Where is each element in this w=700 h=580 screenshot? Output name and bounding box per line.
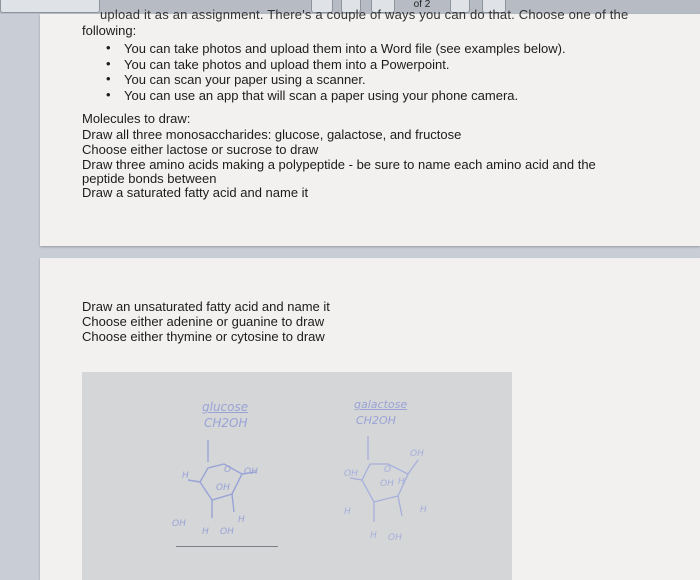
svg-text:O: O	[384, 465, 392, 475]
instruction-line: Draw an unsaturated fatty acid and name it	[82, 299, 330, 314]
svg-text:H: H	[202, 527, 209, 537]
document-page-1	[40, 7, 700, 246]
glucose-label: glucose	[202, 400, 249, 414]
svg-text:H: H	[182, 471, 189, 481]
svg-text:OH: OH	[220, 527, 234, 537]
bullet-icon: •	[106, 40, 111, 55]
galactose-ch2oh-label: CH2OH	[356, 414, 396, 427]
glucose-structure-drawing	[172, 434, 282, 544]
cut-off-line: upload it as an assignment. There's a couple of ways you can do that. Choose one of the	[100, 7, 629, 22]
read-aloud-button[interactable]	[0, 0, 100, 13]
instruction-line: Draw all three monosaccharides: glucose, galactose, and fructose	[82, 127, 462, 142]
underline-divider	[176, 546, 278, 547]
bullet-icon: •	[106, 71, 111, 86]
instruction-line: Draw a saturated fatty acid and name it	[82, 185, 309, 200]
svg-text:OH: OH	[344, 469, 358, 479]
example-photo	[82, 372, 512, 580]
svg-text:OH: OH	[380, 479, 394, 489]
bullet-icon: •	[106, 56, 111, 71]
bullet-text: You can take photos and upload them into a Powerpoint.	[124, 57, 450, 72]
bullet-text: You can scan your paper using a scanner.	[124, 72, 366, 87]
svg-text:OH: OH	[244, 467, 258, 477]
glucose-ch2oh-label: CH2OH	[204, 416, 248, 430]
instruction-line: Draw three amino acids making a polypeptide - be sure to name each amino acid and the	[82, 157, 596, 172]
svg-text:OH: OH	[410, 449, 424, 459]
instruction-line: Choose either lactose or sucrose to draw	[82, 142, 319, 157]
instruction-line: peptide bonds between	[82, 171, 217, 186]
galactose-structure-drawing	[344, 430, 454, 550]
instruction-line: Choose either thymine or cytosine to draw	[82, 329, 325, 344]
molecules-heading: Molecules to draw:	[82, 111, 191, 126]
svg-text:OH: OH	[216, 483, 230, 493]
galactose-label: galactose	[354, 398, 408, 411]
svg-text:H: H	[238, 515, 245, 525]
svg-text:OH: OH	[172, 519, 186, 529]
following-label: following:	[82, 23, 137, 38]
instruction-line: Choose either adenine or guanine to draw	[82, 314, 325, 329]
page-counter: of 2	[413, 0, 431, 10]
svg-text:OH: OH	[388, 533, 402, 543]
bullet-text: You can take photos and upload them into a Word file (see examples below).	[124, 41, 566, 56]
svg-text:O: O	[224, 465, 232, 475]
svg-text:H: H	[398, 477, 405, 487]
svg-text:H: H	[420, 505, 427, 515]
svg-text:H: H	[344, 507, 351, 517]
bullet-text: You can use an app that will scan a paper using your phone camera.	[124, 88, 519, 103]
svg-text:H: H	[370, 531, 377, 541]
bullet-icon: •	[106, 87, 111, 102]
document-page-2	[40, 258, 700, 580]
